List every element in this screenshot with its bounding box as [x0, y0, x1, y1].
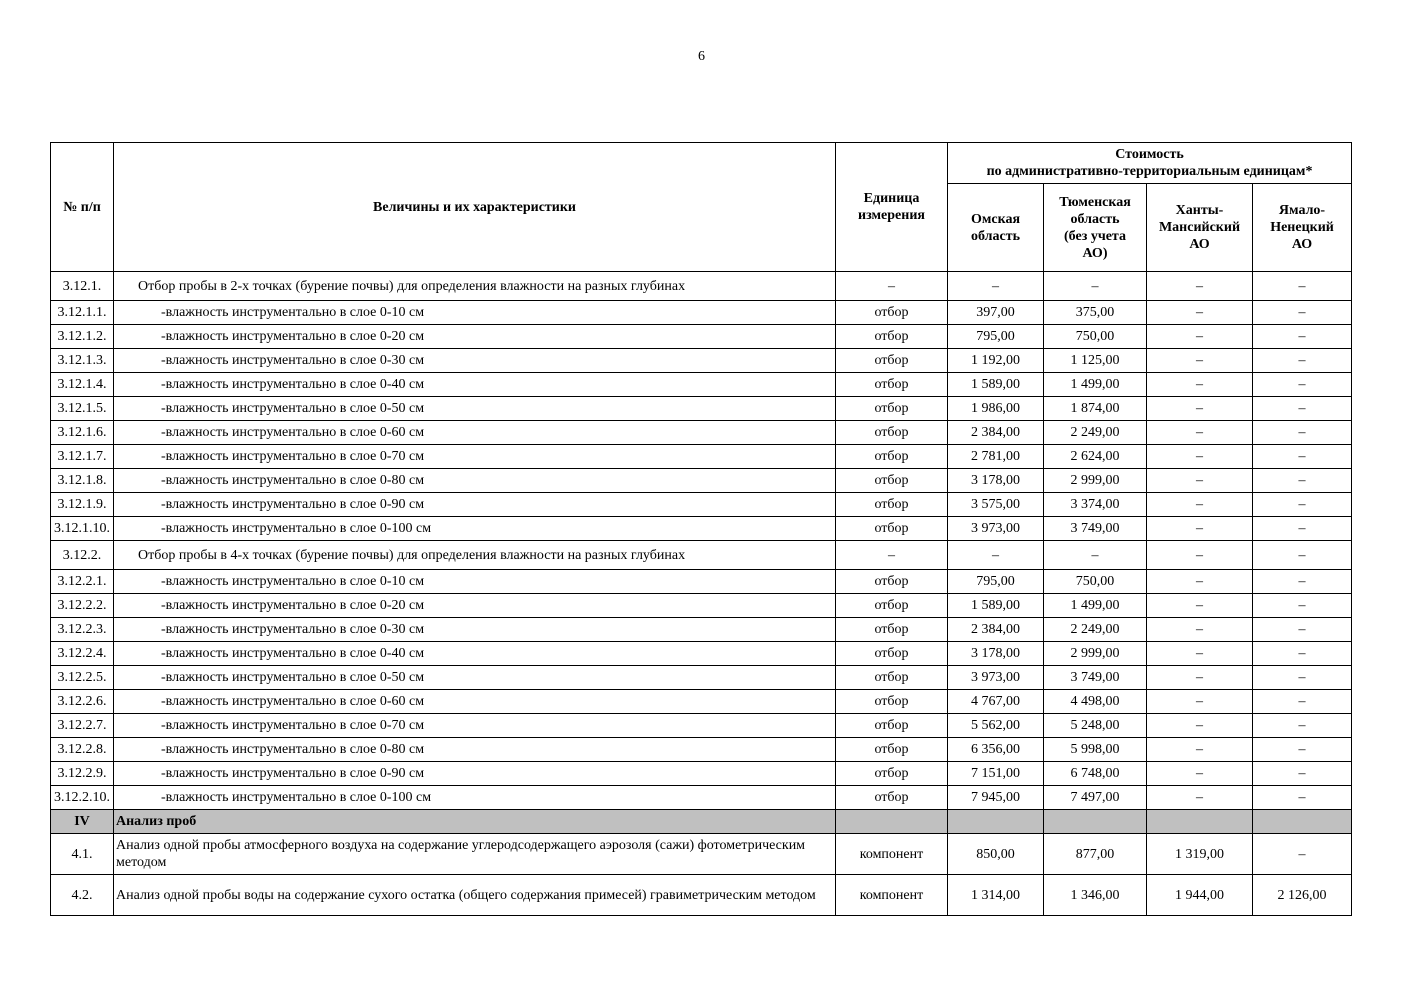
header-cost	[948, 143, 1352, 184]
row-cost-region-omsk: 795,00	[948, 325, 1044, 349]
row-description: -влажность инструментально в слое 0-70 см	[114, 714, 836, 738]
row-cost-region-yanao	[1253, 810, 1352, 834]
row-number: IV	[51, 810, 114, 834]
table-row	[51, 421, 1352, 445]
row-unit: отбор	[836, 373, 948, 397]
table-row	[51, 594, 1352, 618]
table-row	[51, 349, 1352, 373]
header-region-tyumen-line: (без учета	[1064, 228, 1126, 244]
row-unit: отбор	[836, 421, 948, 445]
row-cost-region-omsk: 2 781,00	[948, 445, 1044, 469]
row-number: 4.1.	[51, 834, 114, 875]
table-row	[51, 738, 1352, 762]
header-unit-line1: Единица	[863, 191, 920, 206]
row-cost-region-tyumen: 2 999,00	[1044, 469, 1147, 493]
row-cost-region-khmao: –	[1147, 786, 1253, 810]
row-description: Отбор пробы в 4-х точках (бурение почвы) для определения влажности на разных глубинах	[114, 541, 836, 570]
row-cost-region-khmao: –	[1147, 373, 1253, 397]
row-unit: отбор	[836, 618, 948, 642]
row-unit: отбор	[836, 301, 948, 325]
row-description: -влажность инструментально в слое 0-90 см	[114, 493, 836, 517]
row-description: -влажность инструментально в слое 0-20 см	[114, 325, 836, 349]
row-number: 3.12.1.7.	[51, 445, 114, 469]
row-number: 3.12.1.10.	[51, 517, 114, 541]
row-description: -влажность инструментально в слое 0-50 см	[114, 397, 836, 421]
header-region-khmao-line: АО	[1189, 237, 1210, 252]
row-cost-region-tyumen: 7 497,00	[1044, 786, 1147, 810]
page-number: 6	[698, 49, 705, 64]
row-description: -влажность инструментально в слое 0-80 см	[114, 738, 836, 762]
row-cost-region-tyumen: 1 125,00	[1044, 349, 1147, 373]
row-description: -влажность инструментально в слое 0-10 см	[114, 301, 836, 325]
row-unit	[836, 810, 948, 834]
row-cost-region-yanao: –	[1253, 714, 1352, 738]
row-cost-region-yanao: –	[1253, 325, 1352, 349]
row-cost-region-tyumen: 1 499,00	[1044, 594, 1147, 618]
row-unit: компонент	[836, 875, 948, 916]
row-cost-region-omsk: 397,00	[948, 301, 1044, 325]
header-region-khmao-line: Ханты-	[1175, 203, 1224, 218]
row-cost-region-omsk: 7 945,00	[948, 786, 1044, 810]
row-cost-region-yanao: –	[1253, 786, 1352, 810]
row-unit: отбор	[836, 349, 948, 373]
table-header	[51, 143, 1352, 272]
row-cost-region-yanao: –	[1253, 690, 1352, 714]
row-cost-region-yanao: –	[1253, 397, 1352, 421]
row-number: 3.12.1.2.	[51, 325, 114, 349]
row-cost-region-khmao: –	[1147, 325, 1253, 349]
row-number: 3.12.2.3.	[51, 618, 114, 642]
row-unit: отбор	[836, 397, 948, 421]
table-row	[51, 325, 1352, 349]
row-cost-region-tyumen: 1 499,00	[1044, 373, 1147, 397]
row-number: 3.12.1.4.	[51, 373, 114, 397]
row-cost-region-omsk: 3 178,00	[948, 469, 1044, 493]
row-cost-region-omsk: 3 973,00	[948, 666, 1044, 690]
row-cost-region-yanao: –	[1253, 762, 1352, 786]
header-region-tyumen-line: область	[1070, 211, 1120, 227]
row-description: -влажность инструментально в слое 0-90 см	[114, 762, 836, 786]
row-cost-region-omsk: –	[948, 272, 1044, 301]
row-description: -влажность инструментально в слое 0-10 см	[114, 570, 836, 594]
header-region-khmao	[1147, 184, 1253, 272]
row-cost-region-khmao: –	[1147, 397, 1253, 421]
table-row	[51, 445, 1352, 469]
table-row	[51, 834, 1352, 875]
row-unit: отбор	[836, 690, 948, 714]
row-cost-region-khmao: –	[1147, 738, 1253, 762]
row-cost-region-tyumen: 1 346,00	[1044, 875, 1147, 916]
row-unit: отбор	[836, 642, 948, 666]
row-cost-region-omsk: 2 384,00	[948, 618, 1044, 642]
row-cost-region-yanao: –	[1253, 666, 1352, 690]
price-table	[50, 142, 1352, 916]
row-number: 3.12.2.5.	[51, 666, 114, 690]
row-unit: отбор	[836, 570, 948, 594]
row-cost-region-khmao: –	[1147, 445, 1253, 469]
row-cost-region-yanao: –	[1253, 570, 1352, 594]
header-region-yanao-line: Ненецкий	[1270, 220, 1334, 235]
row-cost-region-tyumen: –	[1044, 272, 1147, 301]
row-cost-region-omsk: 5 562,00	[948, 714, 1044, 738]
row-number: 3.12.2.6.	[51, 690, 114, 714]
row-unit: отбор	[836, 738, 948, 762]
row-cost-region-tyumen: 1 874,00	[1044, 397, 1147, 421]
row-cost-region-tyumen: 750,00	[1044, 325, 1147, 349]
row-number: 3.12.1.1.	[51, 301, 114, 325]
table-row	[51, 469, 1352, 493]
row-description: Анализ одной пробы воды на содержание сухого остатка (общего содержания примесей) гравиметрическим методом	[114, 875, 836, 916]
section-row	[51, 810, 1352, 834]
header-region-tyumen-line: Тюменская	[1059, 194, 1131, 210]
header-region-yanao-line: Ямало-	[1278, 203, 1326, 218]
row-number: 3.12.1.6.	[51, 421, 114, 445]
row-cost-region-yanao: –	[1253, 373, 1352, 397]
row-number: 3.12.2.	[51, 541, 114, 570]
row-cost-region-khmao: –	[1147, 714, 1253, 738]
row-description: -влажность инструментально в слое 0-30 см	[114, 618, 836, 642]
row-cost-region-tyumen: 2 249,00	[1044, 618, 1147, 642]
row-unit: –	[836, 541, 948, 570]
row-description: -влажность инструментально в слое 0-70 см	[114, 445, 836, 469]
row-cost-region-yanao: –	[1253, 834, 1352, 875]
row-cost-region-khmao: –	[1147, 690, 1253, 714]
row-cost-region-omsk	[948, 810, 1044, 834]
row-description: -влажность инструментально в слое 0-100 см	[114, 786, 836, 810]
row-cost-region-omsk: 850,00	[948, 834, 1044, 875]
row-unit: отбор	[836, 714, 948, 738]
table-row	[51, 493, 1352, 517]
row-cost-region-yanao: –	[1253, 517, 1352, 541]
row-cost-region-khmao: –	[1147, 301, 1253, 325]
row-number: 3.12.2.7.	[51, 714, 114, 738]
row-cost-region-omsk: 3 575,00	[948, 493, 1044, 517]
row-cost-region-yanao: –	[1253, 738, 1352, 762]
row-cost-region-khmao: –	[1147, 618, 1253, 642]
row-cost-region-omsk: 1 986,00	[948, 397, 1044, 421]
header-unit	[836, 143, 948, 272]
row-number: 3.12.1.8.	[51, 469, 114, 493]
header-num: № п/п	[51, 143, 114, 272]
row-cost-region-omsk: 1 589,00	[948, 373, 1044, 397]
row-cost-region-khmao: –	[1147, 272, 1253, 301]
row-description: -влажность инструментально в слое 0-80 см	[114, 469, 836, 493]
header-region-omsk	[948, 184, 1044, 272]
row-cost-region-omsk: 795,00	[948, 570, 1044, 594]
row-cost-region-khmao: 1 944,00	[1147, 875, 1253, 916]
row-description: -влажность инструментально в слое 0-40 см	[114, 642, 836, 666]
header-desc: Величины и их характеристики	[114, 143, 836, 272]
row-cost-region-khmao: 1 319,00	[1147, 834, 1253, 875]
row-description: -влажность инструментально в слое 0-40 см	[114, 373, 836, 397]
row-cost-region-yanao: –	[1253, 541, 1352, 570]
table-body	[51, 272, 1352, 916]
table-row	[51, 272, 1352, 301]
row-number: 3.12.2.2.	[51, 594, 114, 618]
row-number: 3.12.2.4.	[51, 642, 114, 666]
row-cost-region-tyumen: 6 748,00	[1044, 762, 1147, 786]
table-row	[51, 762, 1352, 786]
table-row	[51, 541, 1352, 570]
row-description: -влажность инструментально в слое 0-30 см	[114, 349, 836, 373]
header-region-tyumen-line: АО)	[1082, 245, 1108, 261]
row-cost-region-tyumen: 4 498,00	[1044, 690, 1147, 714]
table-row	[51, 666, 1352, 690]
row-description: -влажность инструментально в слое 0-60 см	[114, 421, 836, 445]
header-cost-line2: по административно-территориальным единицам*	[986, 164, 1313, 179]
row-cost-region-khmao	[1147, 810, 1253, 834]
row-unit: отбор	[836, 469, 948, 493]
row-cost-region-tyumen: 3 749,00	[1044, 666, 1147, 690]
row-cost-region-khmao: –	[1147, 349, 1253, 373]
header-region-tyumen	[1044, 184, 1147, 272]
table-row	[51, 642, 1352, 666]
row-cost-region-khmao: –	[1147, 541, 1253, 570]
table-row	[51, 373, 1352, 397]
row-cost-region-khmao: –	[1147, 762, 1253, 786]
row-description: -влажность инструментально в слое 0-20 см	[114, 594, 836, 618]
row-cost-region-khmao: –	[1147, 642, 1253, 666]
row-cost-region-khmao: –	[1147, 421, 1253, 445]
row-cost-region-yanao: –	[1253, 421, 1352, 445]
table-row	[51, 397, 1352, 421]
row-number: 3.12.1.5.	[51, 397, 114, 421]
row-cost-region-yanao: –	[1253, 272, 1352, 301]
row-cost-region-yanao: –	[1253, 469, 1352, 493]
row-cost-region-omsk: –	[948, 541, 1044, 570]
row-cost-region-tyumen: 2 624,00	[1044, 445, 1147, 469]
row-cost-region-yanao: –	[1253, 493, 1352, 517]
row-cost-region-omsk: 2 384,00	[948, 421, 1044, 445]
header-cost-line1: Стоимость	[1115, 147, 1184, 162]
row-unit: отбор	[836, 445, 948, 469]
table-row	[51, 786, 1352, 810]
row-number: 3.12.1.	[51, 272, 114, 301]
row-cost-region-tyumen	[1044, 810, 1147, 834]
row-cost-region-tyumen: 5 248,00	[1044, 714, 1147, 738]
row-unit: –	[836, 272, 948, 301]
row-cost-region-omsk: 3 178,00	[948, 642, 1044, 666]
header-unit-line2: измерения	[858, 208, 925, 223]
row-unit: отбор	[836, 325, 948, 349]
row-cost-region-khmao: –	[1147, 469, 1253, 493]
row-unit: отбор	[836, 666, 948, 690]
row-cost-region-omsk: 1 589,00	[948, 594, 1044, 618]
row-description: Отбор пробы в 2-х точках (бурение почвы) для определения влажности на разных глубинах	[114, 272, 836, 301]
row-cost-region-omsk: 6 356,00	[948, 738, 1044, 762]
row-cost-region-tyumen: 3 749,00	[1044, 517, 1147, 541]
row-cost-region-yanao: –	[1253, 618, 1352, 642]
row-cost-region-yanao: –	[1253, 594, 1352, 618]
table-row	[51, 517, 1352, 541]
row-unit: отбор	[836, 493, 948, 517]
row-cost-region-yanao: –	[1253, 642, 1352, 666]
row-description: Анализ одной пробы атмосферного воздуха на содержание углеродсодержащего аэрозоля (сажи) фотометрическим методом	[114, 834, 836, 875]
row-cost-region-khmao: –	[1147, 517, 1253, 541]
row-number: 3.12.2.8.	[51, 738, 114, 762]
row-cost-region-tyumen: 3 374,00	[1044, 493, 1147, 517]
header-region-omsk-line: Омская	[970, 211, 1021, 227]
row-cost-region-tyumen: –	[1044, 541, 1147, 570]
row-cost-region-tyumen: 2 249,00	[1044, 421, 1147, 445]
row-cost-region-omsk: 3 973,00	[948, 517, 1044, 541]
table-row	[51, 714, 1352, 738]
row-cost-region-yanao: –	[1253, 445, 1352, 469]
row-description: -влажность инструментально в слое 0-100 см	[114, 517, 836, 541]
table-row	[51, 301, 1352, 325]
table-row	[51, 618, 1352, 642]
row-cost-region-khmao: –	[1147, 666, 1253, 690]
row-cost-region-khmao: –	[1147, 594, 1253, 618]
row-number: 4.2.	[51, 875, 114, 916]
row-unit: отбор	[836, 762, 948, 786]
row-cost-region-yanao: –	[1253, 301, 1352, 325]
row-cost-region-yanao: 2 126,00	[1253, 875, 1352, 916]
header-region-yanao	[1253, 184, 1352, 272]
row-number: 3.12.1.9.	[51, 493, 114, 517]
row-description: Анализ проб	[114, 810, 836, 834]
row-cost-region-omsk: 1 314,00	[948, 875, 1044, 916]
table-row	[51, 570, 1352, 594]
row-unit: отбор	[836, 517, 948, 541]
row-number: 3.12.1.3.	[51, 349, 114, 373]
row-cost-region-tyumen: 5 998,00	[1044, 738, 1147, 762]
row-cost-region-omsk: 7 151,00	[948, 762, 1044, 786]
row-number: 3.12.2.10.	[51, 786, 114, 810]
table-row	[51, 875, 1352, 916]
row-cost-region-omsk: 4 767,00	[948, 690, 1044, 714]
row-cost-region-yanao: –	[1253, 349, 1352, 373]
row-number: 3.12.2.1.	[51, 570, 114, 594]
header-region-khmao-line: Мансийский	[1158, 220, 1241, 235]
row-cost-region-tyumen: 375,00	[1044, 301, 1147, 325]
row-description: -влажность инструментально в слое 0-60 см	[114, 690, 836, 714]
row-cost-region-omsk: 1 192,00	[948, 349, 1044, 373]
row-cost-region-tyumen: 750,00	[1044, 570, 1147, 594]
table-row	[51, 690, 1352, 714]
row-unit: отбор	[836, 786, 948, 810]
row-cost-region-tyumen: 877,00	[1044, 834, 1147, 875]
row-cost-region-khmao: –	[1147, 493, 1253, 517]
header-region-yanao-line: АО	[1291, 237, 1313, 252]
row-cost-region-khmao: –	[1147, 570, 1253, 594]
row-unit: компонент	[836, 834, 948, 875]
row-cost-region-tyumen: 2 999,00	[1044, 642, 1147, 666]
header-region-omsk-line: область	[971, 228, 1020, 244]
row-unit: отбор	[836, 594, 948, 618]
row-number: 3.12.2.9.	[51, 762, 114, 786]
row-description: -влажность инструментально в слое 0-50 см	[114, 666, 836, 690]
